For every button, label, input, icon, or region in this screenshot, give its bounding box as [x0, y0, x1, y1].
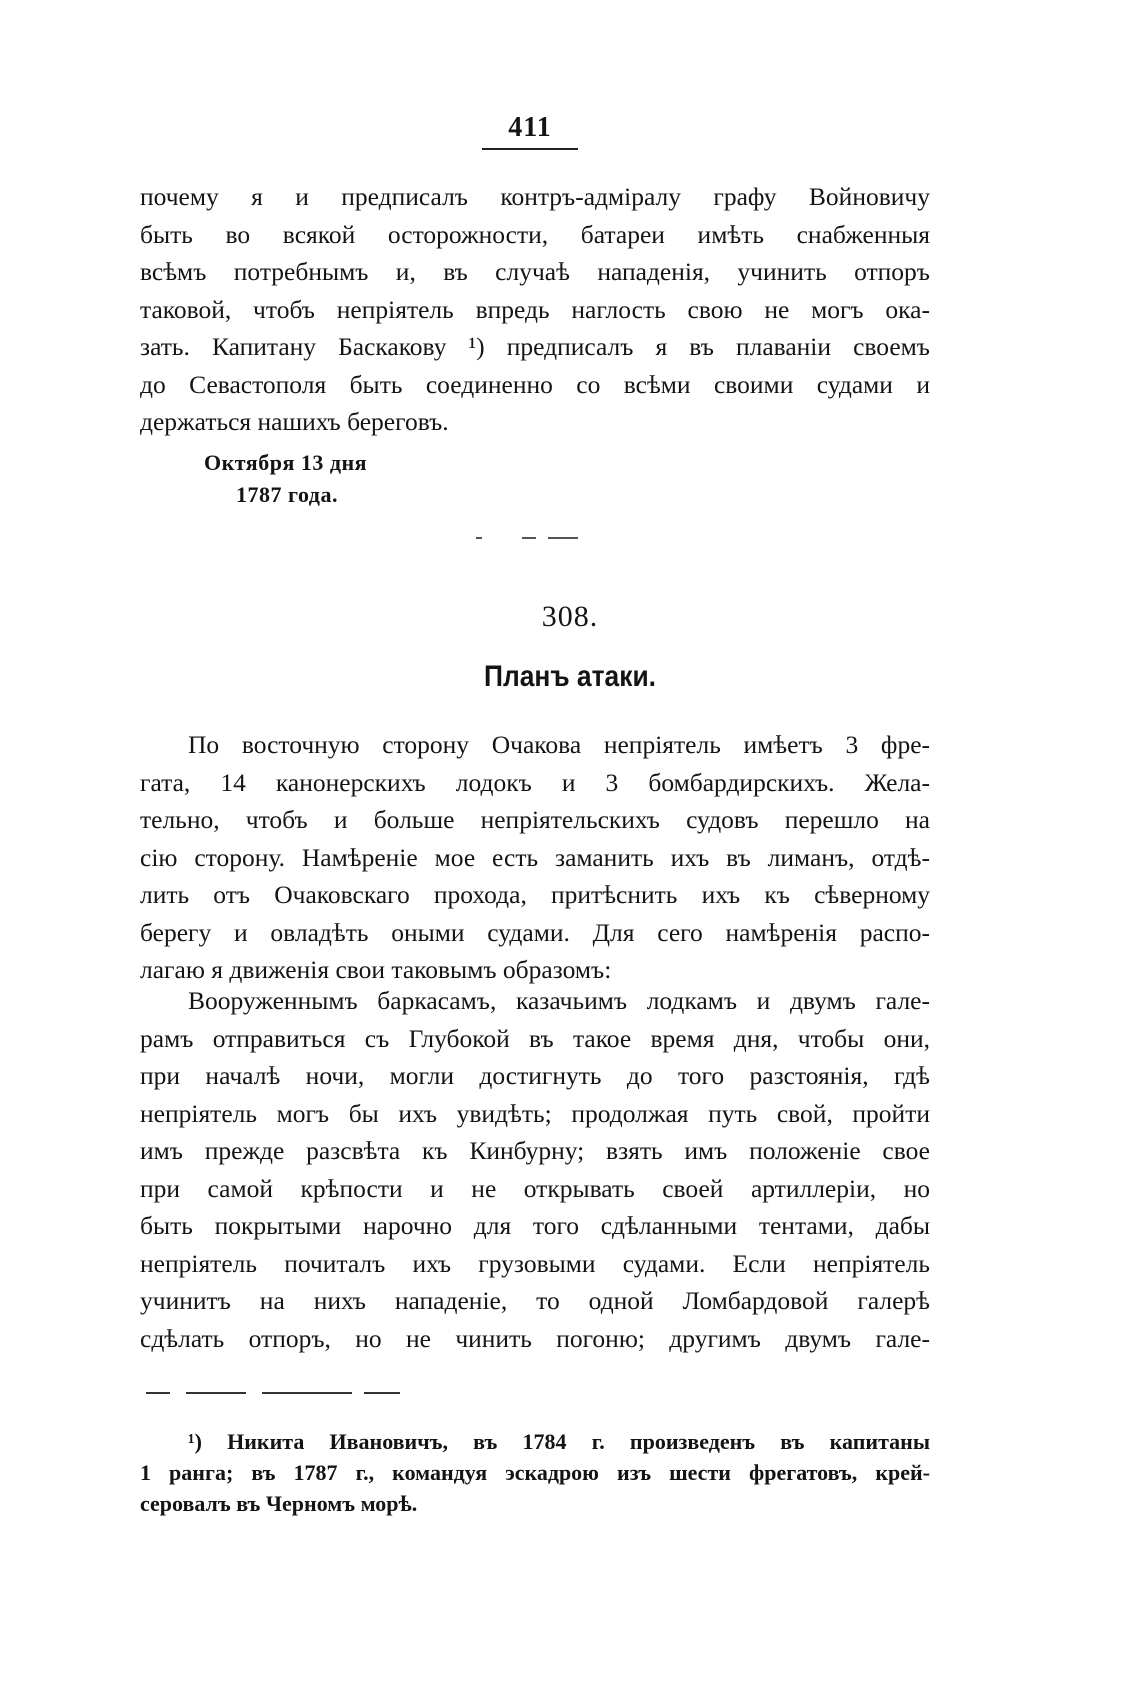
paragraph-continued — [140, 178, 930, 441]
footnote-line: ¹) Никита Ивановичъ, въ 1784 г. произведенъ въ капитаны — [188, 1429, 930, 1454]
text-line: быть во всякой осторожности, батареи имѣть снабженныя — [140, 219, 930, 249]
text-line: держаться нашихъ береговъ. — [140, 407, 449, 436]
text-line: лагаю я движенія свои таковымъ образомъ: — [140, 955, 612, 984]
footnote-rule-segment — [186, 1392, 246, 1394]
text-line: сдѣлать отпоръ, но не чинить погоню; другимъ двумъ гале- — [140, 1323, 930, 1353]
signature-year: 1787 года. — [236, 482, 338, 507]
text-line: быть покрытыми нарочно для того сдѣланными тентами, дабы — [140, 1211, 930, 1240]
page-number-underline — [482, 148, 578, 150]
text-line: имъ прежде разсвѣта къ Кинбурну; взять имъ положеніе свое — [140, 1136, 930, 1165]
separator-dash — [522, 537, 536, 539]
footnote-line: серовалъ въ Черномъ морѣ. — [140, 1491, 418, 1516]
separator-dash — [548, 537, 578, 539]
text-line: По восточную сторону Очакова непріятель имѣетъ 3 фре- — [188, 730, 930, 759]
text-line: рамъ отправиться съ Глубокой въ такое время дня, чтобы они, — [140, 1023, 930, 1053]
separator-dash — [476, 537, 482, 539]
text-line: зать. Капитану Баскакову ¹) предписалъ я въ плаваніи своемъ — [140, 332, 930, 361]
text-line: берегу и овладѣть оными судами. Для сего намѣренія распо- — [140, 917, 930, 947]
page-number: 411 — [508, 112, 552, 143]
signature-date: Октября 13 дня — [204, 450, 368, 475]
text-line: лить отъ Очаковскаго прохода, притѣснить ихъ къ сѣверному — [140, 880, 930, 909]
text-line: учинитъ на нихъ нападеніе, то одной Ломбардовой галерѣ — [140, 1286, 930, 1315]
text-line: при самой крѣпости и не открывать своей артиллеріи, но — [140, 1173, 930, 1203]
document-number: 308. — [541, 600, 599, 633]
text-line: всѣмъ потребнымъ и, въ случаѣ нападенія, учинить отпоръ — [140, 257, 930, 286]
text-line: непріятель могъ бы ихъ увидѣть; продолжая путь свой, пройти — [140, 1098, 930, 1128]
text-line: до Севастополя быть соединенно со всѣми своими судами и — [140, 369, 930, 399]
text-line: таковой, чтобъ непріятель впредь наглость свою не могъ ока- — [140, 294, 930, 324]
text-line: тельно, чтобъ и больше непріятельскихъ судовъ перешло на — [140, 805, 930, 834]
paragraph — [140, 726, 930, 989]
text-line: Вооруженнымъ баркасамъ, казачьимъ лодкамъ и двумъ гале- — [188, 986, 930, 1015]
footnote-line: 1 ранга; въ 1787 г., командуя эскадрою изъ шести фрегатовъ, крей- — [140, 1460, 930, 1485]
footnote — [140, 1426, 930, 1519]
document-title: Планъ атаки. — [483, 660, 657, 693]
footnote-rule-segment — [364, 1392, 400, 1394]
text-line: сію сторону. Намѣреніе мое есть заманить ихъ въ лиманъ, отдѣ- — [140, 842, 930, 872]
text-line: почему я и предписалъ контръ-адміралу графу Войновичу — [140, 182, 930, 211]
text-line: при началѣ ночи, могли достигнуть до того разстоянія, гдѣ — [140, 1061, 930, 1090]
footnote-rule-segment — [146, 1392, 170, 1394]
text-line: непріятель почиталъ ихъ грузовыми судами. Если непріятель — [140, 1248, 930, 1278]
text-line: гата, 14 канонерскихъ лодокъ и 3 бомбардирскихъ. Жела- — [140, 767, 930, 797]
footnote-rule-segment — [262, 1392, 352, 1394]
paragraph — [140, 982, 930, 1357]
